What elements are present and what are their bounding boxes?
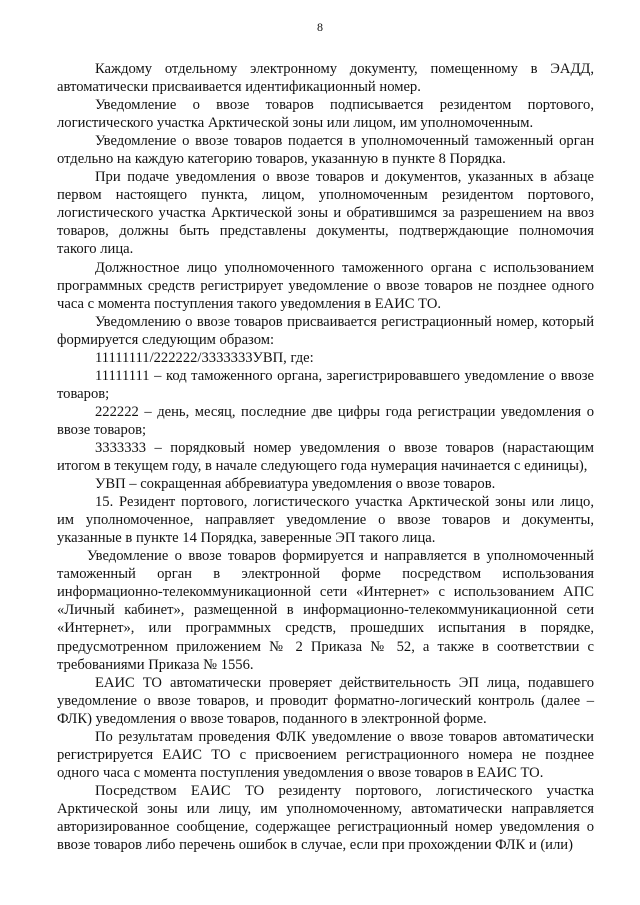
paragraph: УВП – сокращенная аббревиатура уведомления о ввозе товаров. [95, 476, 496, 493]
paragraph: При подаче уведомления о ввозе товаров и документов, указанных в абзаце первом настоящего пункта, лицом, уполномоченным резидентом портового, логистического участка Арктической зоны и обратившимся за разрешением на ввоз товаров, должны быть представлены документы, подтверждающие полномочия такого лица. [57, 169, 594, 258]
paragraph: 3333333 – порядковый номер уведомления о ввозе товаров (нарастающим итогом в текущем году, в начале следующего года нумерация начинается с единицы), [57, 439, 594, 475]
paragraph: Уведомлению о ввозе товаров присваивается регистрационный номер, который формируется следующим образом: [57, 313, 594, 348]
paragraph: Посредством ЕАИС ТО резиденту портового, логистического участка Арктической зоны или лицу, им уполномоченному, автоматически направляется авторизированное сообщение, содержащее регистрационный номер уведомления о ввозе товаров либо перечень ошибок в случае, если при прохождении ФЛК и (или) [57, 782, 594, 854]
paragraph: 11111111 – код таможенного органа, зарегистрировавшего уведомление о ввозе товаров; [57, 367, 594, 402]
document-body [57, 60, 594, 854]
paragraph: Уведомление о ввозе товаров подается в уполномоченный таможенный орган отдельно на каждую категорию товаров, указанную в пункте 8 Порядка. [57, 133, 594, 168]
paragraph: Уведомление о ввозе товаров формируется и направляется в уполномоченный таможенный орган в электронной форме посредством использования информационно-телекоммуникационной сети «Интернет» с использованием АПС «Личный кабинет», размещенной в информационно-телекоммуникационной сети «Интернет», или программных средств, прошедших испытания в порядке, предусмотренном приложением № 2 Приказа № 52, а также в соответствии с требованиями Приказа № 1556. [57, 548, 594, 673]
paragraph: Уведомление о ввозе товаров подписывается резидентом портового, логистического участка Арктической зоны или лицом, им уполномоченным. [57, 97, 594, 132]
paragraph: Каждому отдельному электронному документу, помещенному в ЭАДД, автоматически присваивается идентификационный номер. [57, 61, 594, 96]
paragraph: По результатам проведения ФЛК уведомление о ввозе товаров автоматически регистрируется ЕАИС ТО с присвоением регистрационного номера не позднее одного часа с момента поступления уведомления о ввозе товаров в ЕАИС ТО. [57, 728, 594, 781]
paragraph: 11111111/222222/3333333УВП, где: [95, 349, 314, 366]
paragraph: 222222 – день, месяц, последние две цифры года регистрации уведомления о ввозе товаров; [57, 403, 594, 438]
paragraph: 15. Резидент портового, логистического участка Арктической зоны или лицо, им уполномоченное, направляет уведомление о ввозе товаров и документы, указанные в пункте 14 Порядка, заверенные ЭП такого лица. [57, 494, 594, 547]
paragraph: Должностное лицо уполномоченного таможенного органа с использованием программных средств регистрирует уведомление о ввозе товаров не позднее одного часа с момента поступления такого уведомления в ЕАИС ТО. [57, 259, 594, 312]
page-number: 8 [317, 20, 323, 34]
paragraph: ЕАИС ТО автоматически проверяет действительность ЭП лица, подавшего уведомление о ввозе товаров, и проводит форматно-логический контроль (далее – ФЛК) уведомления о ввозе товаров, поданного в электронной форме. [57, 674, 594, 727]
